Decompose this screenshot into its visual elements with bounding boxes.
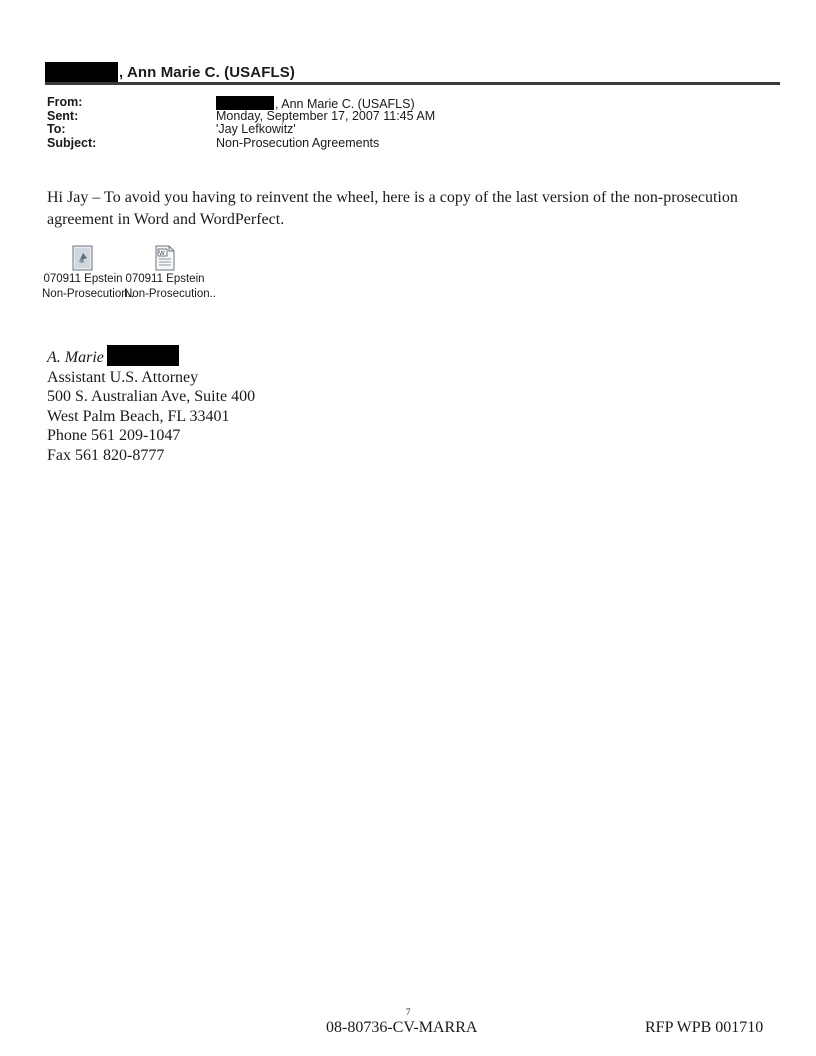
attachment-name-line2: Non-Prosecution.. xyxy=(124,288,217,300)
signature-name: A. Marie xyxy=(47,349,104,366)
svg-text:W: W xyxy=(159,251,165,257)
body-line: Hi Jay – To avoid you having to reinvent the wheel, here is a copy of the last version of the non-prosecution xyxy=(47,189,738,206)
signature-fax: Fax 561 820-8777 xyxy=(47,446,165,464)
redaction-block xyxy=(107,345,179,366)
sent-value: Monday, September 17, 2007 11:45 AM xyxy=(216,108,436,123)
attachments xyxy=(42,244,282,304)
header-title: , Ann Marie C. (USAFLS) xyxy=(119,64,295,81)
subject-value: Non-Prosecution Agreements xyxy=(216,135,380,150)
redaction-block xyxy=(45,62,118,84)
attachment-name-line1: 070911 Epstein xyxy=(125,273,205,285)
wordperfect-file-icon xyxy=(70,244,96,272)
attachment-name-line1: 070911 Epstein xyxy=(43,273,123,285)
to-label: To: xyxy=(47,122,66,136)
signature-phone: Phone 561 209-1047 xyxy=(47,427,181,444)
signature-block xyxy=(47,345,255,465)
header-divider xyxy=(45,82,780,85)
email-body xyxy=(47,187,767,231)
bates-number: RFP WPB 001710 xyxy=(645,1019,764,1036)
signature-title: Assistant U.S. Attorney xyxy=(47,368,199,386)
subject-label: Subject: xyxy=(47,135,97,150)
from-name: , Ann Marie C. (USAFLS) xyxy=(275,97,415,111)
attachment-wordperfect[interactable] xyxy=(42,244,135,302)
redaction-block xyxy=(216,96,274,110)
case-number: 08-80736-CV-MARRA xyxy=(326,1019,478,1036)
signature-address-line1: 500 S. Australian Ave, Suite 400 xyxy=(47,388,256,405)
attachment-word[interactable] xyxy=(124,244,217,302)
email-header xyxy=(45,62,780,84)
page-number: 7 xyxy=(406,1007,411,1017)
from-label: From: xyxy=(47,95,83,109)
to-value: 'Jay Lefkowitz' xyxy=(216,122,296,136)
signature-name-line xyxy=(47,345,255,368)
sent-label: Sent: xyxy=(47,108,79,123)
word-file-icon xyxy=(152,244,178,272)
attachment-name-line2: Non-Prosecution.. xyxy=(42,288,135,300)
signature-address-line2: West Palm Beach, FL 33401 xyxy=(47,407,230,425)
body-line: agreement in Word and WordPerfect. xyxy=(47,211,285,228)
